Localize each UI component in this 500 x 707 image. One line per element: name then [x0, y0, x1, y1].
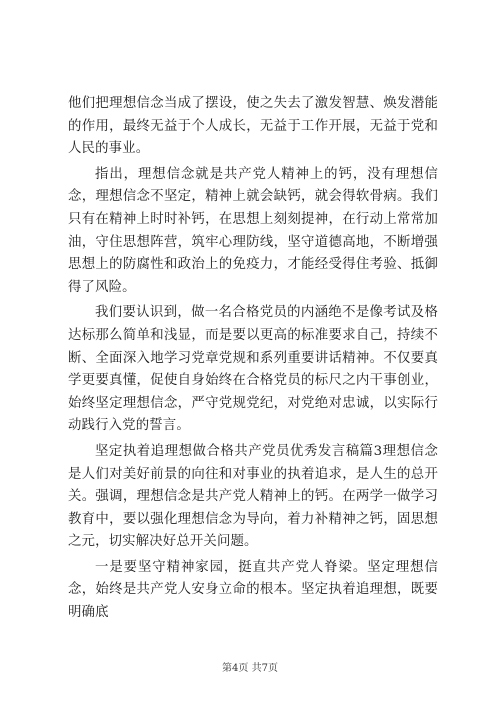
document-body	[68, 93, 438, 625]
paragraph-5: 一是要坚守精神家园，挺直共产党人脊梁。坚定理想信念，始终是共产党人安身立命的根本。坚定执着追理想，既要明确底	[68, 559, 438, 621]
paragraph-1: 他们把理想信念当成了摆设，使之失去了激发智慧、焕发潜能的作用，最终无益于个人成长，无益于工作开展，无益于党和人民的事业。	[68, 96, 438, 157]
paragraph-3: 我们要认识到，做一名合格党员的内涵绝不是像考试及格达标那么简单和浅显，而是要以更高的标准要求自己，持续不断、全面深入地学习党章党规和系列重要讲话精神。不仅要真学更要真懂，促使自身始终在合格党员的标尺之内干事创业，始终坚定理想信念，严守党规党纪，对党绝对忠诚，以实际行动践行入党的誓言。	[68, 305, 438, 434]
page-number-footer: 第4页 共7页	[222, 663, 278, 674]
paragraph-2: 指出，理想信念就是共产党人精神上的钙，没有理想信念，理想信念不坚定，精神上就会缺钙，就会得软骨病。我们只有在精神上时时补钙，在思想上刻刻提神，在行动上常常加油，守住思想阵营，筑牢心理防线，坚守道德高地，不断增强思想上的防腐性和政治上的免疫力，才能经受得住考验、抵御得了风险。	[68, 166, 438, 295]
paragraph-4: 坚定执着追理想做合格共产党员优秀发言稿篇3理想信念是人们对美好前景的向往和对事业的执着追求，是人生的总开关。强调，理想信念是共产党人精神上的钙。在两学一做学习教育中，要以强化理想信念为导向，着力补精神之钙，固思想之元，切实解决好总开关问题。	[68, 443, 438, 550]
